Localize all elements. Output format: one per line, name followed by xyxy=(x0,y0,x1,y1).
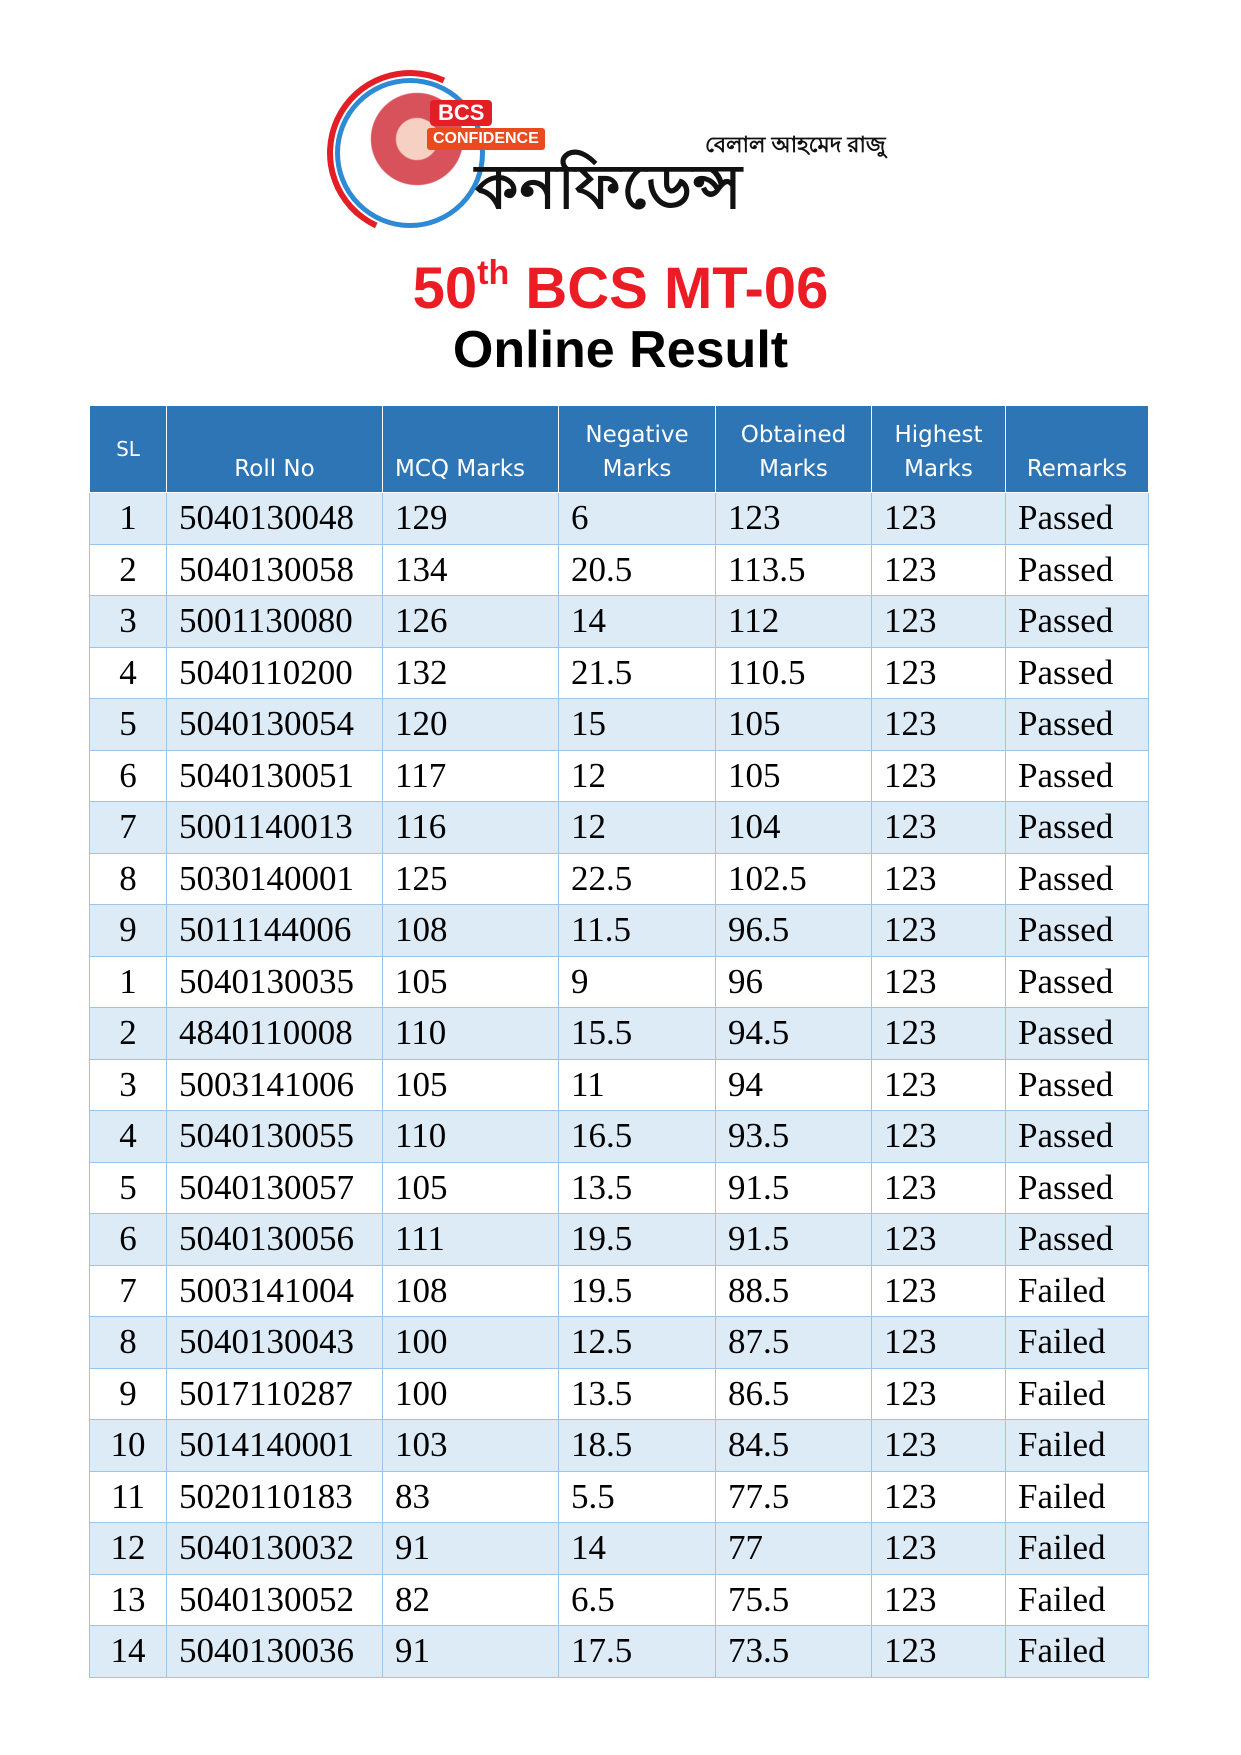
table-row xyxy=(90,1265,1149,1317)
cell-obtained-marks: 77.5 xyxy=(716,1471,872,1523)
cell-roll-no: 5003141006 xyxy=(167,1059,383,1111)
cell-sl: 6 xyxy=(90,750,167,802)
cell-obtained-marks: 86.5 xyxy=(716,1368,872,1420)
cell-highest-marks: 123 xyxy=(872,1317,1006,1369)
cell-roll-no: 5014140001 xyxy=(167,1420,383,1472)
title-prefix: 50 xyxy=(412,256,478,321)
cell-mcq-marks: 103 xyxy=(383,1420,559,1472)
cell-sl: 14 xyxy=(90,1626,167,1678)
cell-remarks: Passed xyxy=(1006,1059,1149,1111)
cell-mcq-marks: 105 xyxy=(383,956,559,1008)
cell-roll-no: 5003141004 xyxy=(167,1265,383,1317)
cell-obtained-marks: 94 xyxy=(716,1059,872,1111)
cell-roll-no: 5040130051 xyxy=(167,750,383,802)
cell-negative-marks: 12 xyxy=(559,750,716,802)
cell-highest-marks: 123 xyxy=(872,1008,1006,1060)
table-header-row xyxy=(90,406,1149,493)
cell-negative-marks: 11.5 xyxy=(559,905,716,957)
cell-mcq-marks: 134 xyxy=(383,544,559,596)
table-row xyxy=(90,699,1149,751)
cell-mcq-marks: 117 xyxy=(383,750,559,802)
cell-highest-marks: 123 xyxy=(872,1162,1006,1214)
header-roll-no: Roll No xyxy=(167,406,383,493)
cell-mcq-marks: 110 xyxy=(383,1008,559,1060)
cell-highest-marks: 123 xyxy=(872,1574,1006,1626)
title-superscript: th xyxy=(477,254,510,292)
table-row xyxy=(90,647,1149,699)
cell-highest-marks: 123 xyxy=(872,956,1006,1008)
table-row xyxy=(90,1008,1149,1060)
cell-highest-marks: 123 xyxy=(872,1420,1006,1472)
cell-sl: 12 xyxy=(90,1523,167,1575)
cell-negative-marks: 22.5 xyxy=(559,853,716,905)
cell-mcq-marks: 83 xyxy=(383,1471,559,1523)
cell-mcq-marks: 108 xyxy=(383,1265,559,1317)
cell-roll-no: 5040130054 xyxy=(167,699,383,751)
cell-sl: 2 xyxy=(90,544,167,596)
cell-roll-no: 5040130043 xyxy=(167,1317,383,1369)
cell-negative-marks: 6.5 xyxy=(559,1574,716,1626)
table-row xyxy=(90,1574,1149,1626)
cell-negative-marks: 9 xyxy=(559,956,716,1008)
cell-negative-marks: 11 xyxy=(559,1059,716,1111)
cell-roll-no: 5001130080 xyxy=(167,596,383,648)
table-row xyxy=(90,956,1149,1008)
cell-remarks: Passed xyxy=(1006,802,1149,854)
cell-remarks: Passed xyxy=(1006,699,1149,751)
table-row xyxy=(90,1626,1149,1678)
table-row xyxy=(90,596,1149,648)
cell-highest-marks: 123 xyxy=(872,1265,1006,1317)
cell-obtained-marks: 112 xyxy=(716,596,872,648)
table-row xyxy=(90,802,1149,854)
cell-roll-no: 5011144006 xyxy=(167,905,383,957)
cell-remarks: Failed xyxy=(1006,1420,1149,1472)
cell-obtained-marks: 77 xyxy=(716,1523,872,1575)
table-row xyxy=(90,1111,1149,1163)
cell-roll-no: 5030140001 xyxy=(167,853,383,905)
cell-highest-marks: 123 xyxy=(872,1214,1006,1266)
cell-remarks: Failed xyxy=(1006,1471,1149,1523)
cell-negative-marks: 13.5 xyxy=(559,1368,716,1420)
cell-mcq-marks: 110 xyxy=(383,1111,559,1163)
cell-negative-marks: 6 xyxy=(559,493,716,545)
cell-negative-marks: 17.5 xyxy=(559,1626,716,1678)
header-negative-marks: Negative Marks xyxy=(559,406,716,493)
cell-remarks: Failed xyxy=(1006,1626,1149,1678)
cell-roll-no: 5040130055 xyxy=(167,1111,383,1163)
cell-obtained-marks: 88.5 xyxy=(716,1265,872,1317)
cell-obtained-marks: 73.5 xyxy=(716,1626,872,1678)
cell-roll-no: 5020110183 xyxy=(167,1471,383,1523)
table-row xyxy=(90,1420,1149,1472)
cell-obtained-marks: 113.5 xyxy=(716,544,872,596)
cell-negative-marks: 16.5 xyxy=(559,1111,716,1163)
cell-sl: 3 xyxy=(90,596,167,648)
cell-obtained-marks: 91.5 xyxy=(716,1162,872,1214)
cell-sl: 5 xyxy=(90,699,167,751)
header-obtained-marks: Obtained Marks xyxy=(716,406,872,493)
results-table xyxy=(89,405,1149,1678)
cell-highest-marks: 123 xyxy=(872,905,1006,957)
header-remarks: Remarks xyxy=(1006,406,1149,493)
cell-roll-no: 5040130036 xyxy=(167,1626,383,1678)
logo-badge-bcs: BCS xyxy=(430,100,492,126)
cell-remarks: Passed xyxy=(1006,956,1149,1008)
cell-obtained-marks: 91.5 xyxy=(716,1214,872,1266)
cell-roll-no: 4840110008 xyxy=(167,1008,383,1060)
cell-negative-marks: 21.5 xyxy=(559,647,716,699)
table-row xyxy=(90,1368,1149,1420)
cell-highest-marks: 123 xyxy=(872,1523,1006,1575)
cell-highest-marks: 123 xyxy=(872,1626,1006,1678)
page-title xyxy=(0,238,1241,324)
cell-negative-marks: 5.5 xyxy=(559,1471,716,1523)
cell-remarks: Passed xyxy=(1006,1111,1149,1163)
cell-sl: 3 xyxy=(90,1059,167,1111)
cell-sl: 7 xyxy=(90,1265,167,1317)
table-row xyxy=(90,544,1149,596)
cell-remarks: Passed xyxy=(1006,544,1149,596)
cell-roll-no: 5040130048 xyxy=(167,493,383,545)
cell-sl: 8 xyxy=(90,853,167,905)
cell-negative-marks: 12.5 xyxy=(559,1317,716,1369)
cell-obtained-marks: 105 xyxy=(716,699,872,751)
page-subtitle: Online Result xyxy=(452,321,789,379)
cell-sl: 4 xyxy=(90,647,167,699)
table-row xyxy=(90,1523,1149,1575)
cell-obtained-marks: 94.5 xyxy=(716,1008,872,1060)
cell-sl: 5 xyxy=(90,1162,167,1214)
brand-logo xyxy=(335,78,905,228)
cell-obtained-marks: 104 xyxy=(716,802,872,854)
cell-mcq-marks: 105 xyxy=(383,1059,559,1111)
cell-remarks: Failed xyxy=(1006,1574,1149,1626)
logo-wordmark: কনফিডেন্স xyxy=(475,153,743,222)
cell-negative-marks: 18.5 xyxy=(559,1420,716,1472)
cell-highest-marks: 123 xyxy=(872,750,1006,802)
cell-mcq-marks: 116 xyxy=(383,802,559,854)
cell-sl: 13 xyxy=(90,1574,167,1626)
header-highest-marks: Highest Marks xyxy=(872,406,1006,493)
table-row xyxy=(90,750,1149,802)
cell-roll-no: 5001140013 xyxy=(167,802,383,854)
cell-highest-marks: 123 xyxy=(872,1471,1006,1523)
cell-obtained-marks: 96 xyxy=(716,956,872,1008)
cell-roll-no: 5040130058 xyxy=(167,544,383,596)
cell-negative-marks: 15.5 xyxy=(559,1008,716,1060)
logo-subtitle: বেলাল আহমেদ রাজু xyxy=(705,132,886,157)
cell-highest-marks: 123 xyxy=(872,853,1006,905)
cell-obtained-marks: 87.5 xyxy=(716,1317,872,1369)
table-row xyxy=(90,1214,1149,1266)
cell-mcq-marks: 105 xyxy=(383,1162,559,1214)
cell-obtained-marks: 84.5 xyxy=(716,1420,872,1472)
cell-negative-marks: 14 xyxy=(559,596,716,648)
cell-mcq-marks: 120 xyxy=(383,699,559,751)
cell-highest-marks: 123 xyxy=(872,647,1006,699)
cell-remarks: Failed xyxy=(1006,1317,1149,1369)
table-row xyxy=(90,1471,1149,1523)
table-row xyxy=(90,1162,1149,1214)
cell-sl: 1 xyxy=(90,493,167,545)
cell-roll-no: 5040130052 xyxy=(167,1574,383,1626)
cell-remarks: Passed xyxy=(1006,1162,1149,1214)
cell-obtained-marks: 93.5 xyxy=(716,1111,872,1163)
logo-badge-confidence: CONFIDENCE xyxy=(427,128,545,150)
cell-remarks: Passed xyxy=(1006,647,1149,699)
cell-mcq-marks: 100 xyxy=(383,1368,559,1420)
cell-remarks: Failed xyxy=(1006,1523,1149,1575)
cell-mcq-marks: 108 xyxy=(383,905,559,957)
cell-obtained-marks: 96.5 xyxy=(716,905,872,957)
cell-negative-marks: 14 xyxy=(559,1523,716,1575)
cell-negative-marks: 13.5 xyxy=(559,1162,716,1214)
cell-sl: 10 xyxy=(90,1420,167,1472)
cell-obtained-marks: 75.5 xyxy=(716,1574,872,1626)
table-row xyxy=(90,905,1149,957)
cell-roll-no: 5040130057 xyxy=(167,1162,383,1214)
header-sl: SL xyxy=(90,406,167,493)
cell-remarks: Failed xyxy=(1006,1265,1149,1317)
cell-highest-marks: 123 xyxy=(872,1368,1006,1420)
cell-sl: 9 xyxy=(90,905,167,957)
cell-remarks: Passed xyxy=(1006,905,1149,957)
cell-negative-marks: 12 xyxy=(559,802,716,854)
cell-roll-no: 5017110287 xyxy=(167,1368,383,1420)
cell-roll-no: 5040130035 xyxy=(167,956,383,1008)
cell-sl: 6 xyxy=(90,1214,167,1266)
cell-obtained-marks: 102.5 xyxy=(716,853,872,905)
results-body xyxy=(90,493,1149,1678)
table-row xyxy=(90,1059,1149,1111)
cell-obtained-marks: 110.5 xyxy=(716,647,872,699)
cell-remarks: Passed xyxy=(1006,596,1149,648)
cell-sl: 2 xyxy=(90,1008,167,1060)
cell-mcq-marks: 125 xyxy=(383,853,559,905)
cell-sl: 11 xyxy=(90,1471,167,1523)
cell-negative-marks: 19.5 xyxy=(559,1214,716,1266)
cell-sl: 4 xyxy=(90,1111,167,1163)
cell-highest-marks: 123 xyxy=(872,802,1006,854)
cell-negative-marks: 15 xyxy=(559,699,716,751)
cell-sl: 8 xyxy=(90,1317,167,1369)
cell-mcq-marks: 126 xyxy=(383,596,559,648)
cell-remarks: Passed xyxy=(1006,1214,1149,1266)
cell-highest-marks: 123 xyxy=(872,1059,1006,1111)
cell-remarks: Failed xyxy=(1006,1368,1149,1420)
table-row xyxy=(90,853,1149,905)
cell-highest-marks: 123 xyxy=(872,1111,1006,1163)
cell-mcq-marks: 91 xyxy=(383,1626,559,1678)
cell-sl: 9 xyxy=(90,1368,167,1420)
cell-sl: 7 xyxy=(90,802,167,854)
table-row xyxy=(90,493,1149,545)
cell-highest-marks: 123 xyxy=(872,544,1006,596)
cell-remarks: Passed xyxy=(1006,853,1149,905)
cell-remarks: Passed xyxy=(1006,750,1149,802)
table-row xyxy=(90,1317,1149,1369)
cell-highest-marks: 123 xyxy=(872,699,1006,751)
cell-obtained-marks: 123 xyxy=(716,493,872,545)
cell-roll-no: 5040110200 xyxy=(167,647,383,699)
cell-obtained-marks: 105 xyxy=(716,750,872,802)
cell-sl: 1 xyxy=(90,956,167,1008)
cell-mcq-marks: 111 xyxy=(383,1214,559,1266)
cell-negative-marks: 20.5 xyxy=(559,544,716,596)
cell-mcq-marks: 100 xyxy=(383,1317,559,1369)
cell-mcq-marks: 129 xyxy=(383,493,559,545)
cell-highest-marks: 123 xyxy=(872,596,1006,648)
cell-mcq-marks: 82 xyxy=(383,1574,559,1626)
header-mcq-marks: MCQ Marks xyxy=(383,406,559,493)
cell-negative-marks: 19.5 xyxy=(559,1265,716,1317)
cell-mcq-marks: 132 xyxy=(383,647,559,699)
cell-remarks: Passed xyxy=(1006,493,1149,545)
cell-mcq-marks: 91 xyxy=(383,1523,559,1575)
title-rest: BCS MT-06 xyxy=(509,256,829,321)
cell-remarks: Passed xyxy=(1006,1008,1149,1060)
cell-highest-marks: 123 xyxy=(872,493,1006,545)
cell-roll-no: 5040130032 xyxy=(167,1523,383,1575)
cell-roll-no: 5040130056 xyxy=(167,1214,383,1266)
